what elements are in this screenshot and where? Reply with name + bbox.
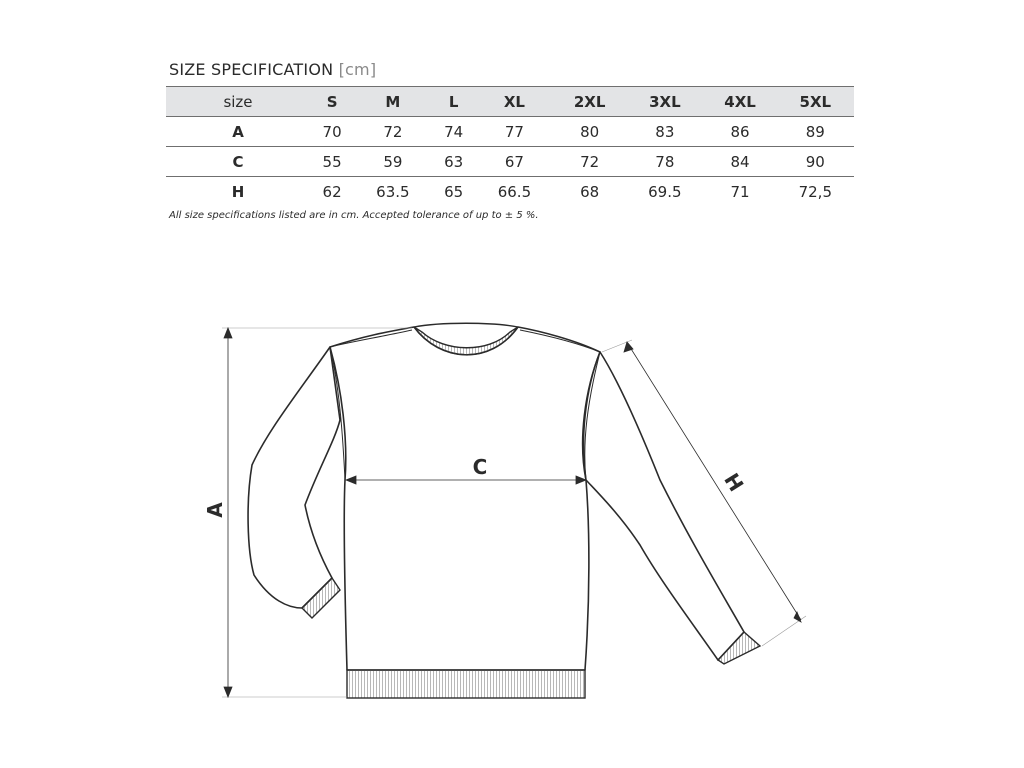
left-sleeve bbox=[248, 347, 340, 608]
title-unit: [cm] bbox=[338, 60, 377, 79]
table-cell: 62 bbox=[322, 182, 342, 201]
label-h: H bbox=[719, 468, 749, 496]
table-cell: 69.5 bbox=[648, 182, 682, 201]
table-cell: 70 bbox=[310, 117, 354, 147]
table-cell: 67 bbox=[476, 147, 553, 177]
size-header-cell: S bbox=[310, 87, 354, 117]
table-cell: 83 bbox=[626, 117, 703, 147]
tolerance-note: All size specifications listed are in cm. Accepted tolerance of up to ± 5 %. bbox=[169, 210, 539, 221]
size-header-cell: L bbox=[432, 87, 476, 117]
row-label: C bbox=[166, 147, 310, 177]
table-cell: 65 bbox=[444, 182, 464, 201]
table-cell: 72,5 bbox=[798, 182, 832, 201]
size-header-cell: M bbox=[354, 87, 431, 117]
table-cell: 63.5 bbox=[376, 182, 410, 201]
row-label: H bbox=[231, 182, 245, 201]
table-cell: 72 bbox=[553, 147, 626, 177]
size-header-cell: 5XL bbox=[777, 87, 854, 117]
table-cell: 80 bbox=[553, 117, 626, 147]
table-cell: 55 bbox=[310, 147, 354, 177]
table-cell: 78 bbox=[626, 147, 703, 177]
sweatshirt-outline bbox=[248, 327, 744, 670]
collar-back bbox=[414, 323, 518, 327]
table-cell: 66.5 bbox=[497, 182, 532, 201]
body-shape bbox=[330, 327, 600, 670]
table-cell: 59 bbox=[354, 147, 431, 177]
size-header-label: size bbox=[166, 87, 310, 117]
row-label: A bbox=[166, 117, 310, 147]
table-cell: 63 bbox=[432, 147, 476, 177]
table-cell: 68 bbox=[580, 182, 600, 201]
right-sleeve bbox=[584, 352, 744, 660]
size-header-cell: XL bbox=[476, 87, 553, 117]
table-cell: 86 bbox=[704, 117, 777, 147]
size-header-cell: 3XL bbox=[626, 87, 703, 117]
size-header-cell: 4XL bbox=[704, 87, 777, 117]
size-header-cell: 2XL bbox=[553, 87, 626, 117]
label-c: C bbox=[472, 455, 488, 479]
table-cell: 71 bbox=[730, 182, 750, 201]
title-main: SIZE SPECIFICATION bbox=[169, 60, 334, 79]
label-a: A bbox=[203, 502, 227, 518]
table-cell: 84 bbox=[704, 147, 777, 177]
hem-rib bbox=[347, 670, 585, 698]
table-cell: 89 bbox=[777, 117, 854, 147]
table-cell: 74 bbox=[432, 117, 476, 147]
table-cell: 90 bbox=[777, 147, 854, 177]
table-cell: 72 bbox=[354, 117, 431, 147]
table-cell: 77 bbox=[476, 117, 553, 147]
